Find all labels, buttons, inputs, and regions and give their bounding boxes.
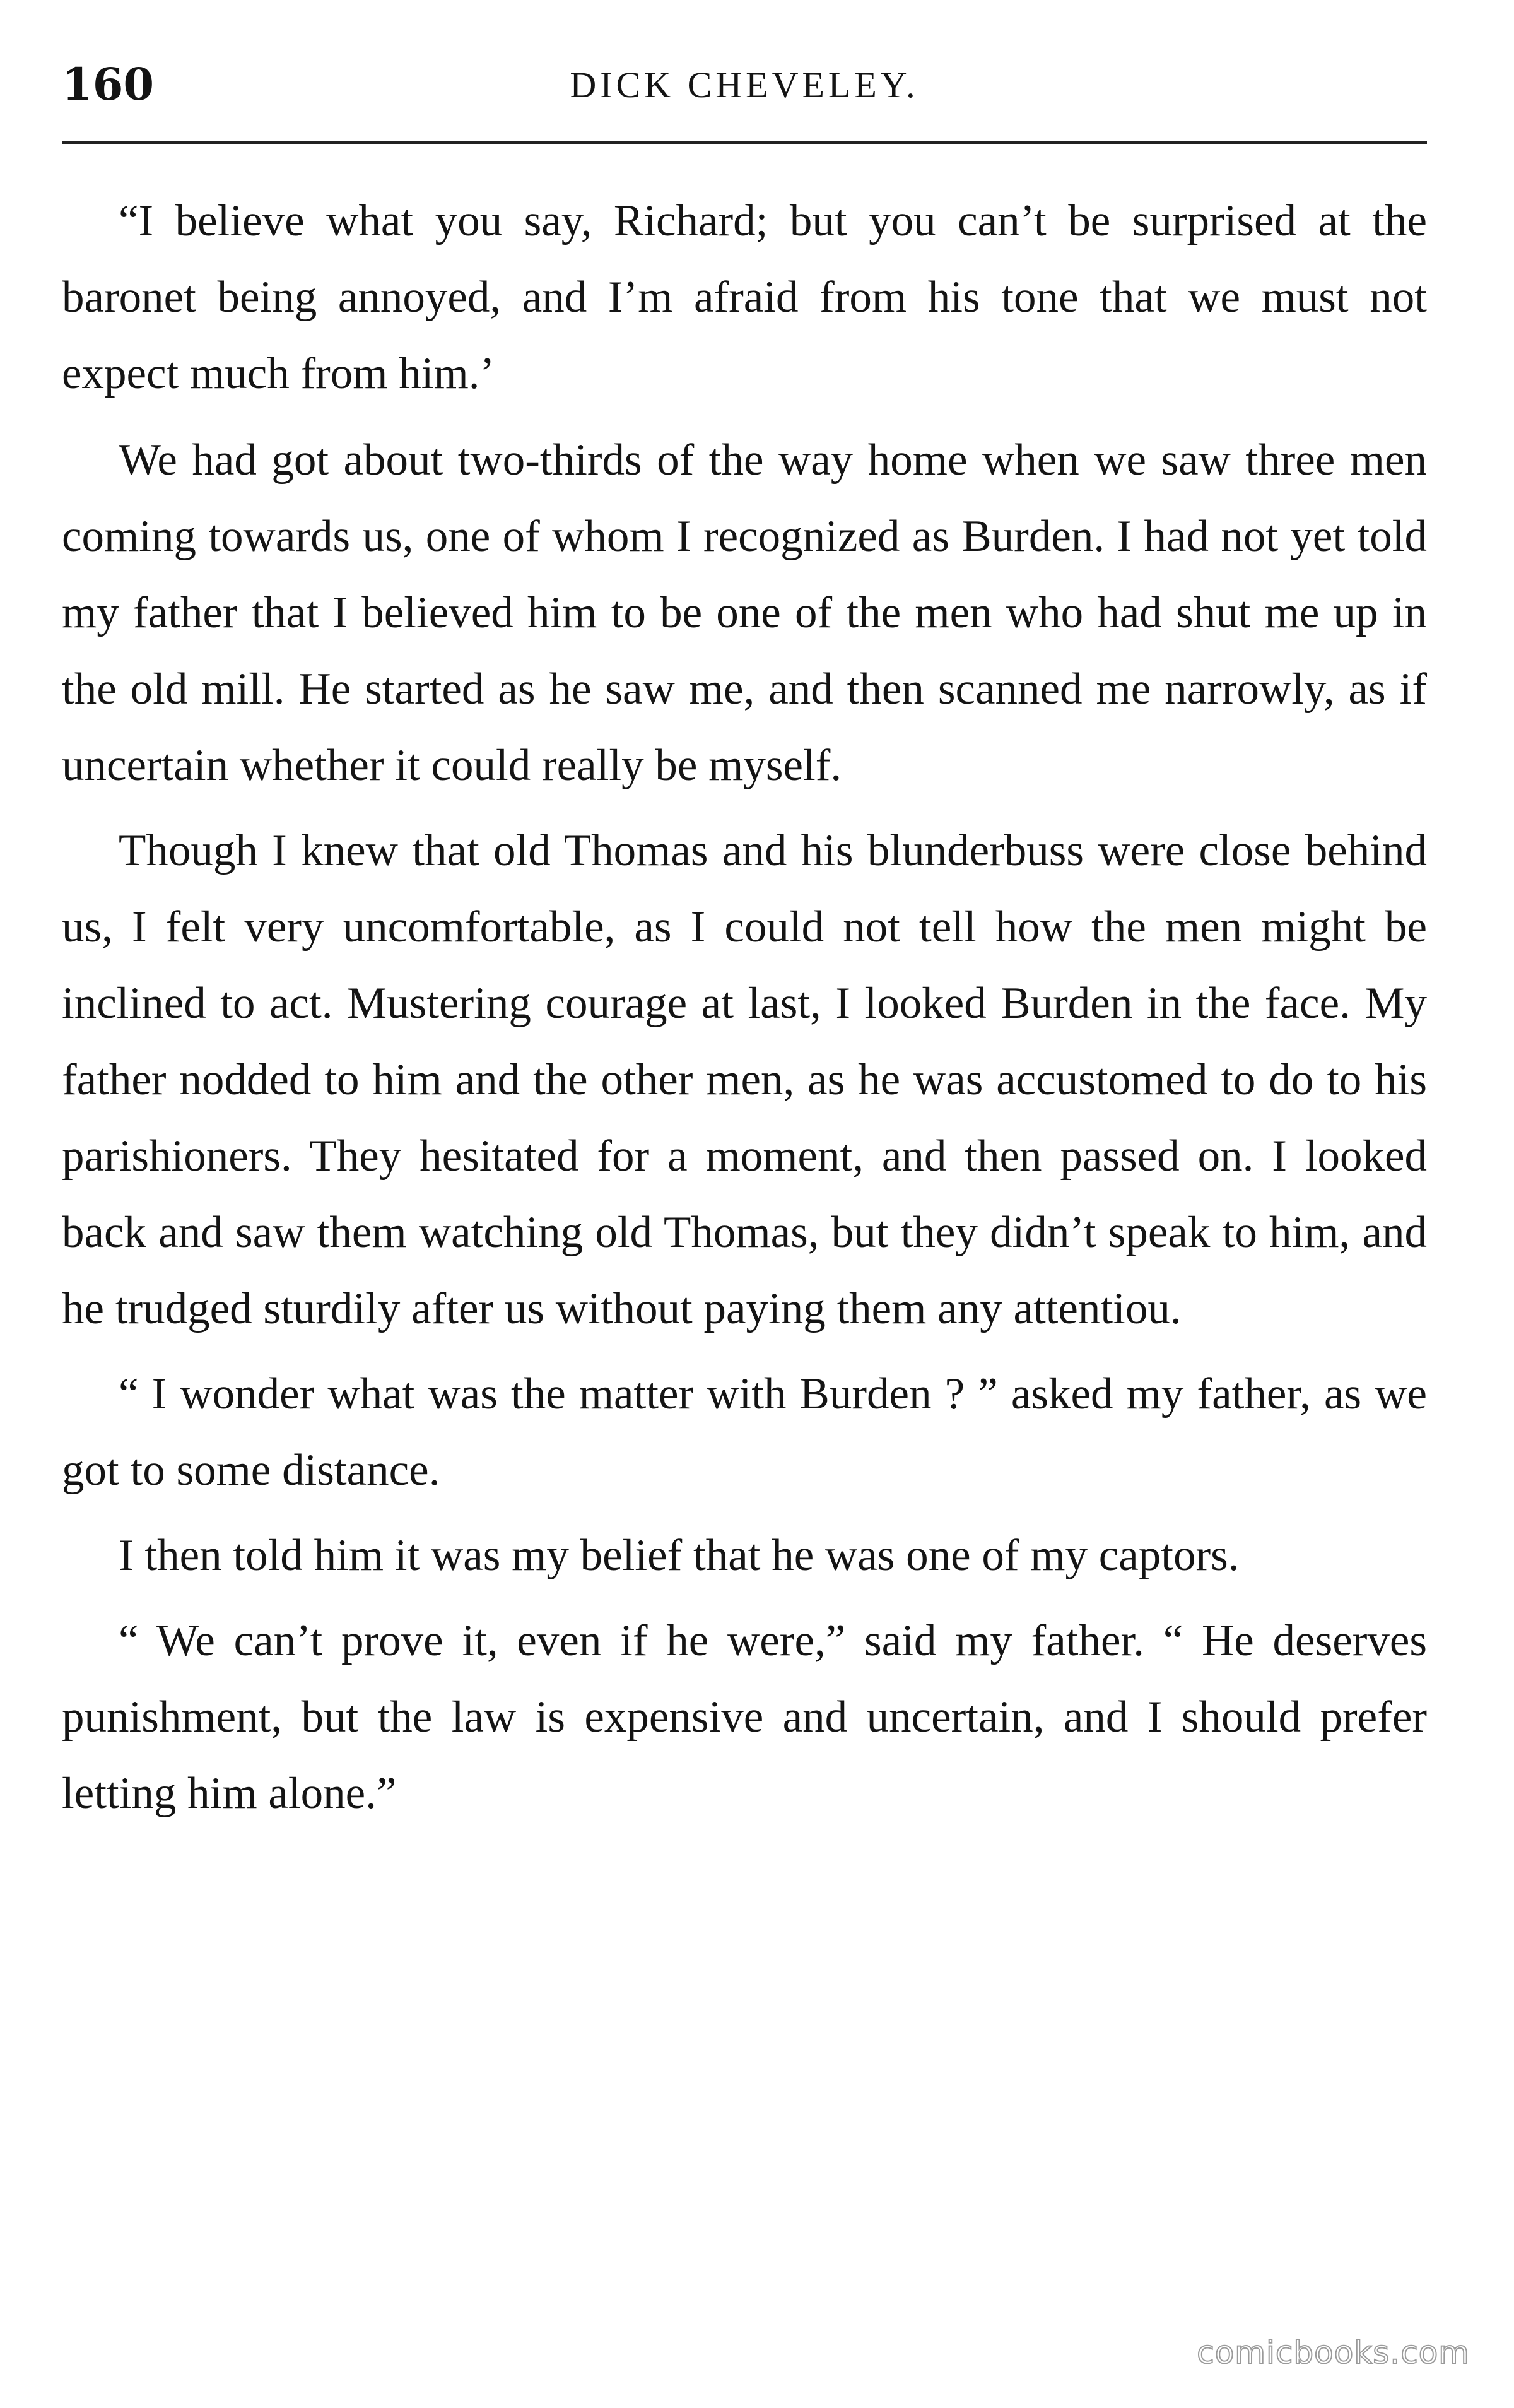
paragraph-4: “ I wonder what was the matter with Burden ? ” asked my father, as we got to some distance. (62, 1369, 1427, 1495)
running-title: DICK CHEVELEY. (570, 64, 919, 105)
paragraph-5: I then told him it was my belief that he was one of my captors. (119, 1531, 1240, 1580)
watermark-logo: comicbooks.com (1197, 2334, 1470, 2371)
paragraph-1: “I believe what you say, Richard; but you can’t be surprised at the baronet being annoyed, and I’m afraid from his tone that we must not expect much from him.’ (62, 196, 1427, 398)
paragraph-3: Though I knew that old Thomas and his blunderbuss were close behind us, I felt very uncomfortable, as I could not tell how the men might be inclined to act. Mustering courage at last, I looked Burden in the face. My father nodded to him and the other men, as he was accustomed to do to his parishioners. They hesitated for a moment, and then passed on. I looked back and saw them watching old Thomas, but they didn’t speak to him, and he trudged sturdily after us without paying them any attentiou. (62, 826, 1427, 1333)
paragraph-6: “ We can’t prove it, even if he were,” said my father. “ He deserves punishment, but the law is expensive and uncertain, and I should prefer letting him alone.” (62, 1616, 1427, 1818)
paragraph-2: We had got about two-thirds of the way home when we saw three men coming towards us, one of whom I recognized as Burden. I had not yet told my father that I believed him to be one of the men who had shut me up in the old mill. He started as he saw me, and then scanned me narrowly, as if uncertain whether it could really be myself. (62, 435, 1427, 790)
running-head (62, 53, 1427, 129)
body-text (62, 183, 1427, 1832)
page-number: 160 (62, 58, 155, 110)
header-rule (62, 141, 1427, 144)
